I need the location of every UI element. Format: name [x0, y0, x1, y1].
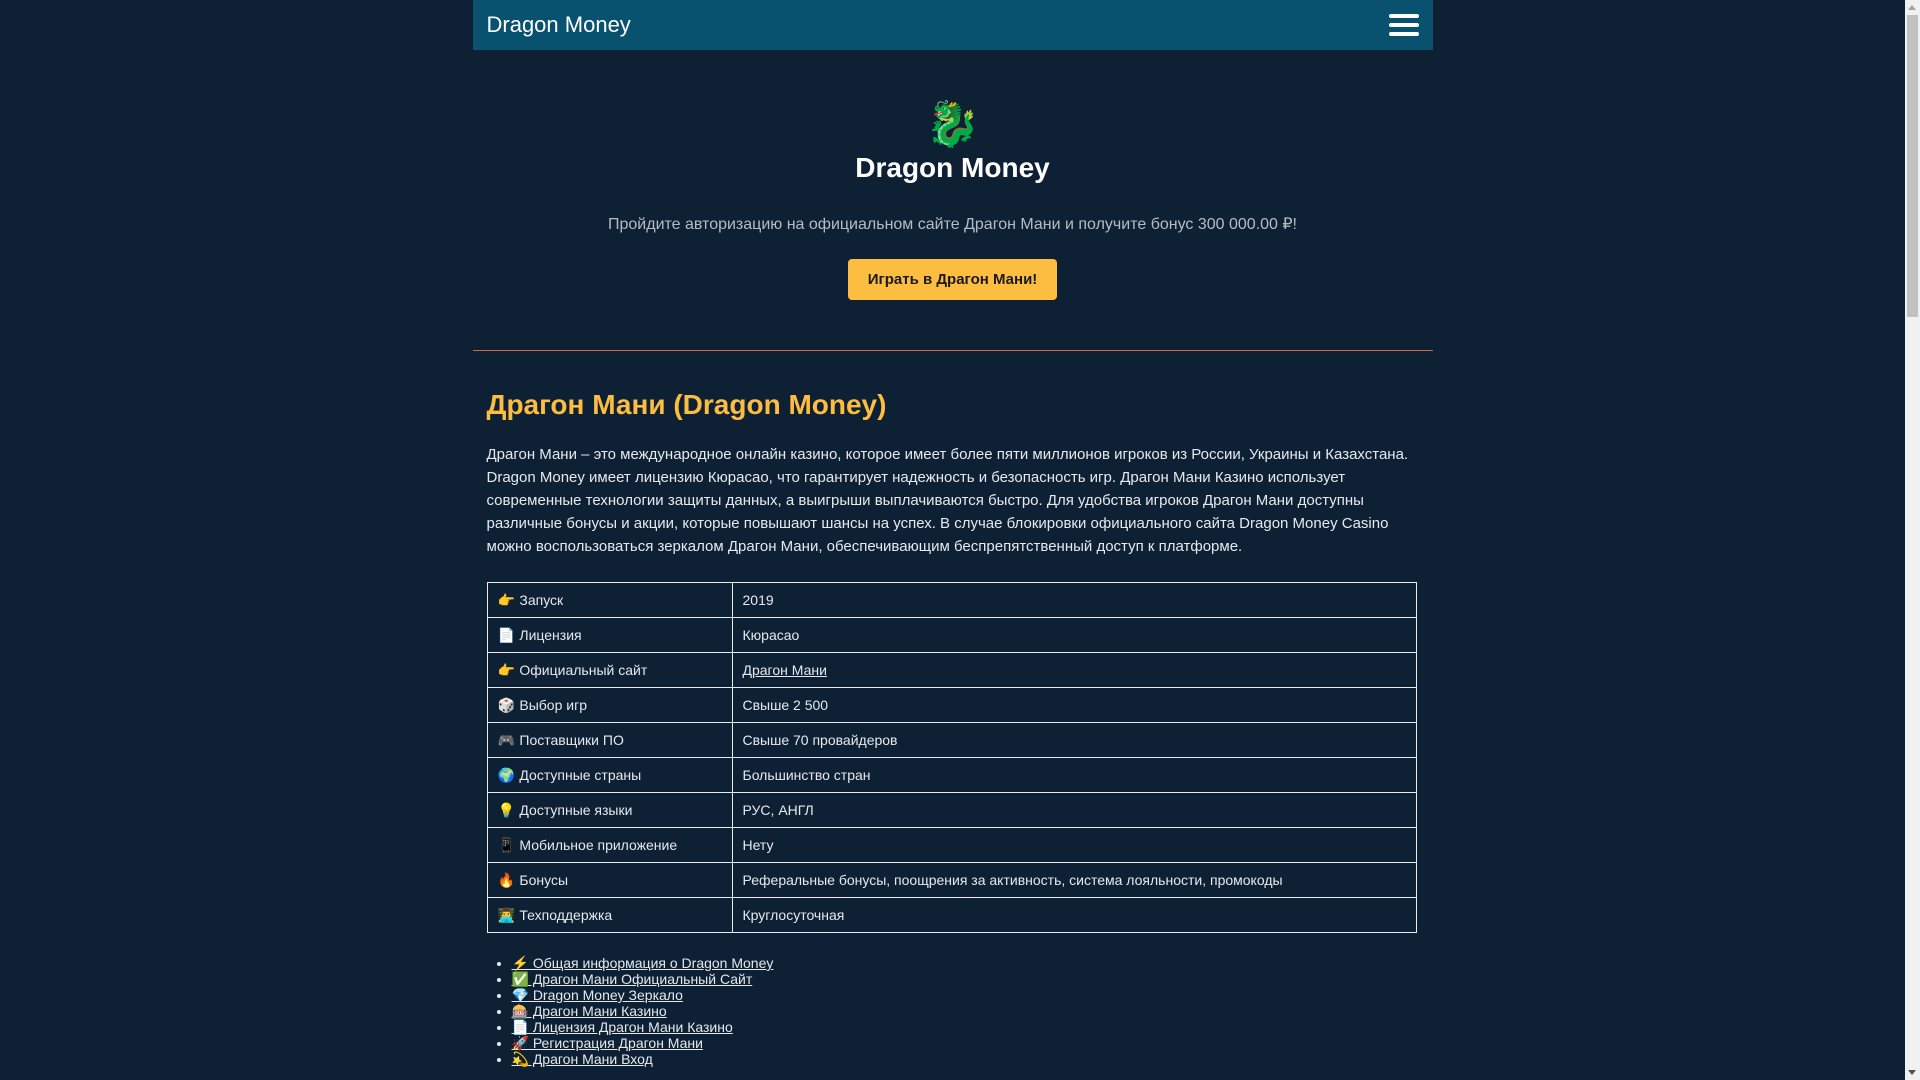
table-row	[487, 688, 1416, 723]
toc-item	[512, 1051, 1419, 1067]
table-cell-label	[487, 898, 732, 933]
row-emoji-icon: 📱	[497, 836, 515, 853]
scroll-down-arrow-icon[interactable]	[1905, 1065, 1920, 1080]
table-cell-value: РУС, АНГЛ	[732, 793, 1416, 828]
hero-subtitle: Пройдите авторизацию на официальном сайте Драгон Мани и получите бонус 300 000.00 ₽!	[608, 216, 1297, 233]
row-label: Лицензия	[519, 626, 582, 643]
table-cell-value: 2019	[732, 583, 1416, 618]
table-cell-value	[732, 653, 1416, 688]
toc-link[interactable]: ✅ Драгон Мани Официальный Сайт	[511, 971, 753, 987]
toc-link[interactable]: 🎰 Драгон Мани Казино	[511, 1003, 667, 1019]
official-site-link[interactable]: Драгон Мани	[742, 662, 827, 678]
row-label: Доступные языки	[519, 801, 633, 818]
table-cell-label	[487, 618, 732, 653]
table-cell-label	[487, 863, 732, 898]
toc-item	[512, 1019, 1419, 1035]
row-emoji-icon: 🎲	[497, 696, 515, 713]
top-navbar	[473, 0, 1433, 50]
hamburger-line	[1389, 32, 1419, 36]
toc-item	[512, 1003, 1419, 1019]
table-row	[487, 583, 1416, 618]
table-cell-value: Нету	[732, 828, 1416, 863]
table-row	[487, 653, 1416, 688]
section-divider	[473, 350, 1433, 351]
info-table	[487, 582, 1417, 933]
table-row	[487, 793, 1416, 828]
table-row	[487, 723, 1416, 758]
row-emoji-icon: 💡	[497, 801, 515, 818]
row-label: Официальный сайт	[519, 661, 648, 678]
intro-paragraph: Драгон Мани – это международное онлайн казино, которое имеет более пяти миллионов игроков из России, Украины и Казахстана. Dragon Money имеет лицензию Кюрасао, что гарантирует надежность и безопасность игр. Драгон Мани Казино использует современные технологии защиты данных, а выигрыши выплачиваются быстро. Для удобства игроков Драгон Мани доступны различные бонусы и акции, которые повышают шансы на успех. В случае блокировки официального сайта Dragon Money Casino можно воспользоваться зеркалом Драгон Мани, обеспечивающим беспрепятственный доступ к платформе.	[486, 446, 1409, 555]
page-title: Драгон Мани (Dragon Money)	[486, 389, 887, 420]
play-cta-button[interactable]: Играть в Драгон Мани!	[848, 259, 1058, 300]
dragon-logo-icon: 🐉	[925, 100, 980, 149]
hamburger-line	[1389, 14, 1419, 18]
table-row	[487, 828, 1416, 863]
toc-item	[512, 971, 1419, 987]
table-cell-value: Свыше 70 провайдеров	[732, 723, 1416, 758]
row-label: Выбор игр	[519, 696, 587, 713]
table-cell-value: Свыше 2 500	[732, 688, 1416, 723]
row-label: Поставщики ПО	[519, 731, 624, 748]
row-emoji-icon: 👉	[497, 661, 515, 678]
table-cell-value: Реферальные бонусы, поощрения за активность, система лояльности, промокоды	[732, 863, 1416, 898]
toc-item	[512, 987, 1419, 1003]
row-label: Техподдержка	[519, 906, 613, 923]
toc-link[interactable]: ⚡ Общая информация о Dragon Money	[511, 955, 774, 971]
table-cell-label	[487, 688, 732, 723]
brand-link[interactable]: Dragon Money	[486, 12, 631, 37]
hamburger-menu-icon[interactable]	[1389, 14, 1419, 36]
table-cell-label	[487, 653, 732, 688]
vertical-scrollbar[interactable]	[1905, 0, 1920, 1080]
main-content	[473, 389, 1433, 1067]
scroll-up-arrow-icon[interactable]	[1905, 0, 1920, 15]
row-emoji-icon: 🔥	[497, 871, 515, 888]
table-cell-value: Кюрасао	[732, 618, 1416, 653]
row-emoji-icon: 📄	[497, 626, 515, 643]
table-cell-value: Круглосуточная	[732, 898, 1416, 933]
toc-item	[512, 955, 1419, 971]
row-label: Запуск	[519, 591, 564, 608]
row-emoji-icon: 👉	[497, 591, 515, 608]
hero-section	[473, 50, 1433, 300]
row-label: Бонусы	[519, 871, 569, 888]
toc-item	[512, 1035, 1419, 1051]
row-label: Доступные страны	[519, 766, 642, 783]
table-cell-label	[487, 723, 732, 758]
toc-link[interactable]: 📄 Лицензия Драгон Мани Казино	[511, 1019, 733, 1035]
hamburger-line	[1389, 23, 1419, 27]
table-cell-label	[487, 828, 732, 863]
table-cell-label	[487, 583, 732, 618]
table-of-contents	[487, 955, 1419, 1067]
table-row	[487, 618, 1416, 653]
row-label: Мобильное приложение	[519, 836, 678, 853]
toc-link[interactable]: 💫 Драгон Мани Вход	[511, 1051, 653, 1067]
table-row	[487, 898, 1416, 933]
table-cell-value: Большинство стран	[732, 758, 1416, 793]
hero-title: Dragon Money	[855, 152, 1050, 183]
toc-link[interactable]: 💎 Dragon Money Зеркало	[511, 987, 683, 1003]
row-emoji-icon: 🎮	[497, 731, 515, 748]
content-column	[473, 0, 1433, 1067]
row-emoji-icon: 🌍	[497, 766, 515, 783]
row-emoji-icon: 👨‍💻	[497, 906, 515, 923]
table-row	[487, 758, 1416, 793]
table-cell-label	[487, 793, 732, 828]
toc-link[interactable]: 🚀 Регистрация Драгон Мани	[511, 1035, 703, 1051]
scrollbar-thumb[interactable]	[1907, 15, 1918, 317]
table-cell-label	[487, 758, 732, 793]
table-row	[487, 863, 1416, 898]
